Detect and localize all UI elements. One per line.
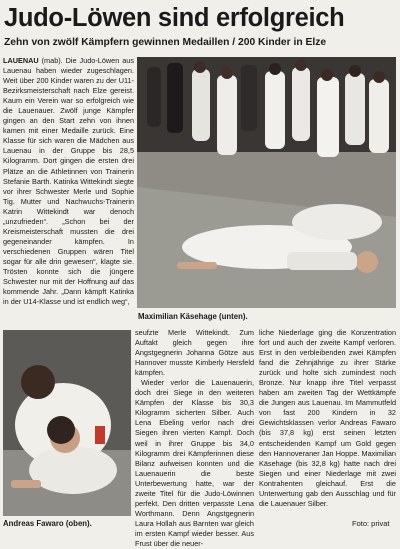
- photo-credit: Foto: privat: [352, 519, 390, 528]
- dateline: LAUENAU: [3, 56, 39, 65]
- headline: Judo-Löwen sind erfolgreich: [4, 4, 345, 32]
- photo-caption-small: Andreas Fawaro (oben).: [3, 519, 92, 528]
- body-paragraph: liche Niederlage ging die Konzentration fort und auch der zweite Kampf verloren. Erst in den verbleibenden zwei Kämpfen fand die Zehnjährige zu ihrer Stärke zurück und holte sich zumindest noch Bronze. Nur knapp ihre Titel verpasst haben am zweiten Tag der Wettkämpfe die Jungen aus Lauenau. Im Mammutfeld von fast 200 Kindern in 32 Gewichtsklassen verlor Andreas Fawaro (bis 37,8 kg) erst seinen letzten entscheidenden Kampf um Gold gegen den Hannoveraner Jan Hoppe. Maximilian Käsehage (bis 32,8 kg) hatte nach drei Siegen und einer Niederlage mit zwei Kontrahenten gleichauf. Erst die Unterwertung gab den Ausschlag und für die Lauenauer Silber.: [259, 328, 396, 508]
- article-column-left: [3, 56, 134, 326]
- body-paragraph: seufzte Merle Wittekindt. Zum Auftakt gleich gegen ihre Angstgegnerin Johanna Götze aus Hannover musste Kimberly Hersfeld kämpfen.: [135, 328, 254, 378]
- photo-judo-match: [137, 57, 396, 308]
- body-paragraph: Wieder verlor die Lauenauerin, doch drei Siege in den weiteren Kämpfen der Klasse bis 30,3 Kilogramm sicherten Silber. Auch Lena Ebeling verlor nach drei Siegen ihren vierten Kampf. Doch weil in ihrer Gruppe bis 34,0 Kilogramm drei Kämpferinnen diese Bilanz aufweisen konnten und die Lauenauerin die beste Unterbewertung hatte, war der zweite Titel für die Judo-Löwinnen perfekt. Den dritten verpasste Lena Worthmann. Denn Angstgegnerin Laura Hollah aus Barnten war gleich im ersten Kampf wieder besser. Aus Frust über die neuer-: [135, 378, 254, 548]
- photo-judo-throw-image: [3, 330, 131, 516]
- photo-judo-throw: [3, 330, 131, 516]
- article-column-right: [259, 328, 396, 518]
- subheadline: Zehn von zwölf Kämpfern gewinnen Medaillen / 200 Kinder in Elze: [4, 37, 327, 48]
- photo-judo-match-image: [137, 57, 396, 308]
- body-paragraph: Die Judo-Löwen aus Lauenau haben wieder zugeschlagen. Weit über 200 Kinder waren zu der U11-Bezirksmeisterschaft nach Elze gereist. Kaum ein Verein war so erfolgreich wie die Lauenauer. Zwölf junge Kämpfer gingen an den Start zehn von ihnen kamen mit einer Medaille zurück. Eine Klasse für sich waren die Mädchen aus Lauenau in der Gruppe bis 28,5 Kilogramm. Dort gingen die ersten drei Plätze an die Athletinnen von Trainerin Stefanie Barth. Katinka Wittekindt siegte vor ihrer Schwester Merle und Sophie Tig. Mutter und Nachwuchs-Trainerin Katrin Wittekindt war denoch „unzufrieden“. „Schon bei der Kreismeisterschaft mussten die drei gegeneinander kämpfen. In verschiedenen Gruppen wären Titel sogar für alle drin gewesen“, klagte sie. Trösten konnte sich die jüngere Schwester nur mit der Hoffnung auf das kommende Jahr. „Dann kämpft Katinka in der U14-Klasse und ist endlich weg“,: [3, 56, 135, 307]
- author-tag: (mab).: [38, 56, 63, 65]
- photo-caption-main: Maximilian Käsehage (unten).: [138, 312, 248, 321]
- article-column-middle: [135, 328, 254, 548]
